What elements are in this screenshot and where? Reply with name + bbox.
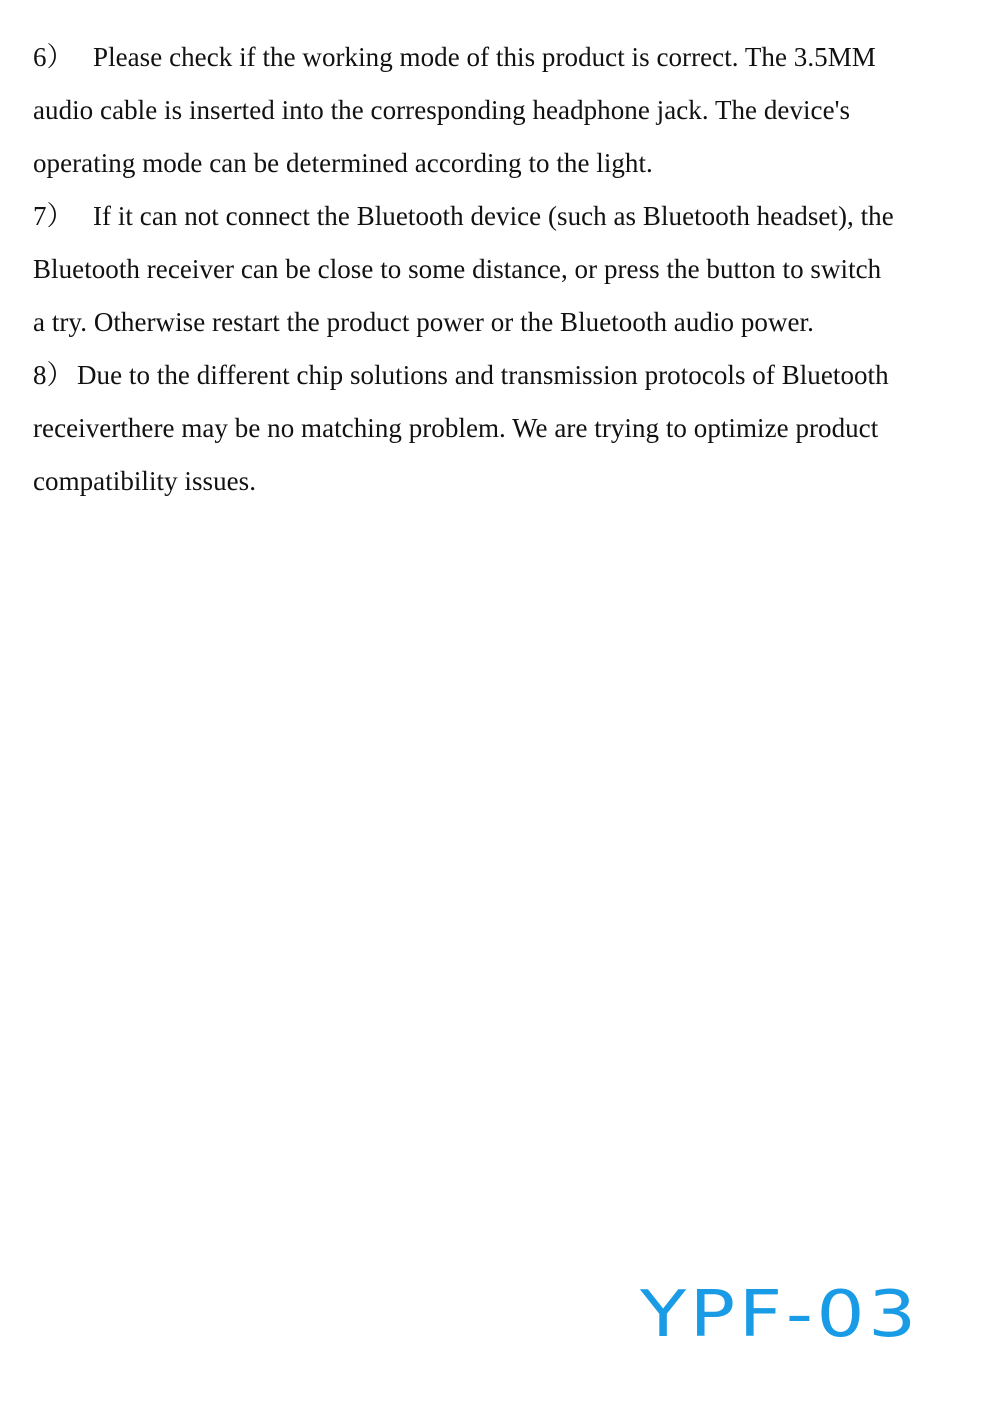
model-label: YPF-03 bbox=[640, 1278, 920, 1352]
item-6-line-3: operating mode can be determined according to the light. bbox=[33, 148, 653, 178]
item-6-line-2: audio cable is inserted into the corresponding headphone jack. The device's bbox=[33, 95, 851, 125]
item-8-line-3: compatibility issues. bbox=[33, 466, 257, 496]
item-7-number: 7） bbox=[33, 201, 74, 231]
item-7-text-line-1: If it can not connect the Bluetooth device (such as Bluetooth headset), the bbox=[93, 201, 894, 231]
item-7-line-3: a try. Otherwise restart the product power or the Bluetooth audio power. bbox=[33, 307, 814, 337]
item-6-line-1 bbox=[33, 41, 876, 73]
item-7-line-2: Bluetooth receiver can be close to some distance, or press the button to switch bbox=[33, 254, 882, 284]
item-6-number: 6） bbox=[33, 42, 74, 72]
item-8-text-line-1: Due to the different chip solutions and transmission protocols of Bluetooth bbox=[77, 360, 889, 390]
item-6-text-line-1: Please check if the working mode of this product is correct. The 3.5MM bbox=[93, 42, 876, 72]
item-8-line-2: receiverthere may be no matching problem. We are trying to optimize product bbox=[33, 413, 879, 443]
item-8-number: 8） bbox=[33, 360, 74, 390]
item-7-line-1 bbox=[33, 200, 894, 232]
item-8-line-1 bbox=[33, 359, 889, 391]
